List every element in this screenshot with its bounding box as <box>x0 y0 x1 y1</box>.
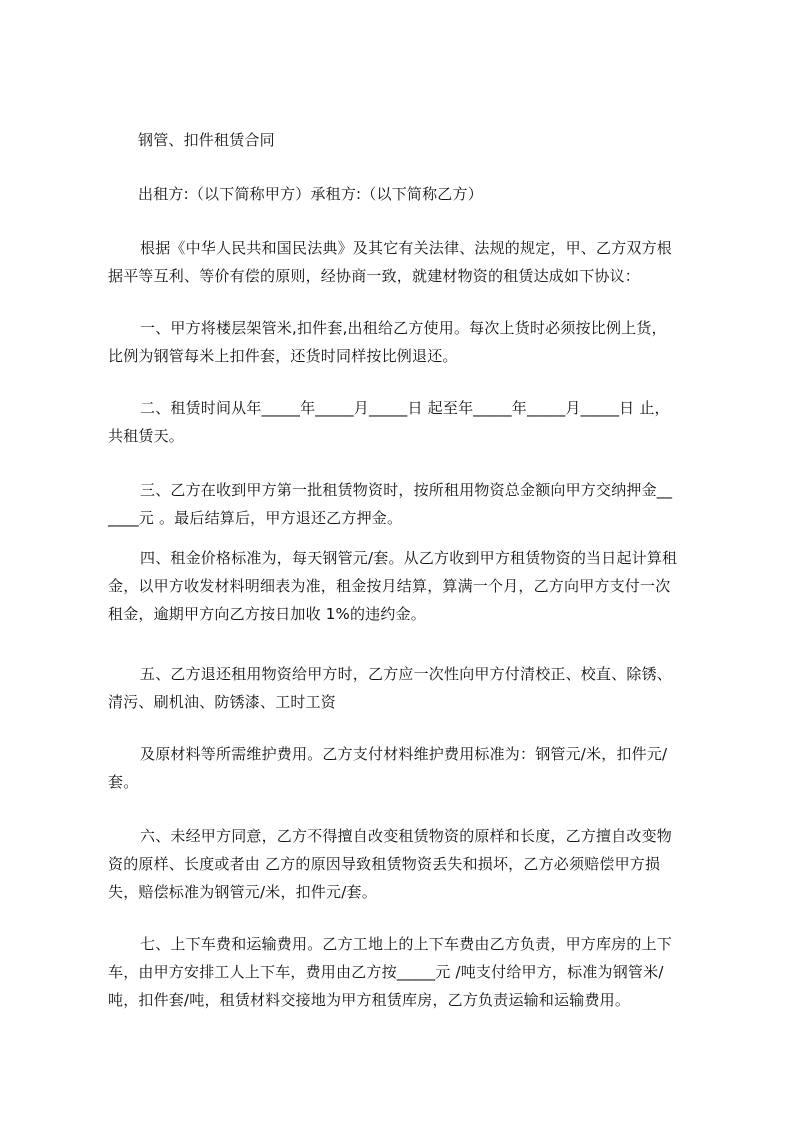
clause-7: 七、上下车费和运输费用。乙方工地上的上下车费由乙方负责，甲方库房的上下 车，由甲方安排工人上下车，费用由乙方按_____元 /吨支付给甲方，标准为钢管米/ 吨，扣件套/吨，租赁材料交接地为甲方租赁库房，乙方负责运输和运输费用。 <box>108 935 673 1009</box>
intro-paragraph: 根据《中华人民共和国民法典》及其它有关法律、法规的规定，甲、乙方双方根 据平等互利、等价有偿的原则，经协商一致，就建材物资的租赁达成如下协议： <box>108 239 673 285</box>
clause-2: 二、租赁时间从年_____年_____月_____日 起至年_____年_____月_____日 止， 共租赁天。 <box>108 399 670 445</box>
clause-3: 三、乙方在收到甲方第一批租赁物资时，按所租用物资总金额向甲方交纳押金__ ____元 。最后结算后，甲方退还乙方押金。 <box>108 481 673 527</box>
clause-5-continued: 及原材料等所需维护费用。乙方支付材料维护费用标准为：钢管元/米，扣件元/ 套。 <box>108 745 668 791</box>
clause-4: 四、租金价格标准为，每天钢管元/套。从乙方收到甲方租赁物资的当日起计算租 金，以甲方收发材料明细表为准，租金按月结算，算满一个月，乙方向甲方支付一次 租金，逾期甲方向乙方按日加收 1%的违约金。 <box>108 549 678 623</box>
contract-title: 钢管、扣件租赁合同 <box>138 131 275 149</box>
clause-5: 五、乙方退还租用物资给甲方时，乙方应一次性向甲方付清校正、校直、除锈、 清污、刷机油、防锈漆、工时工资 <box>108 665 673 711</box>
parties-line: 出租方:（以下简称甲方）承租方:（以下简称乙方） <box>138 185 483 203</box>
clause-6: 六、未经甲方同意，乙方不得擅自改变租赁物资的原样和长度，乙方擅自改变物 资的原样、长度或者由 乙方的原因导致租赁物资丢失和损坏，乙方必须赔偿甲方损 失，赔偿标准为钢管元/米，扣件元/套。 <box>108 827 673 901</box>
clause-1: 一、甲方将楼层架管米,扣件套,出租给乙方使用。每次上货时必须按比例上货， 比例为钢管每米上扣件套，还货时同样按比例退还。 <box>108 319 667 365</box>
